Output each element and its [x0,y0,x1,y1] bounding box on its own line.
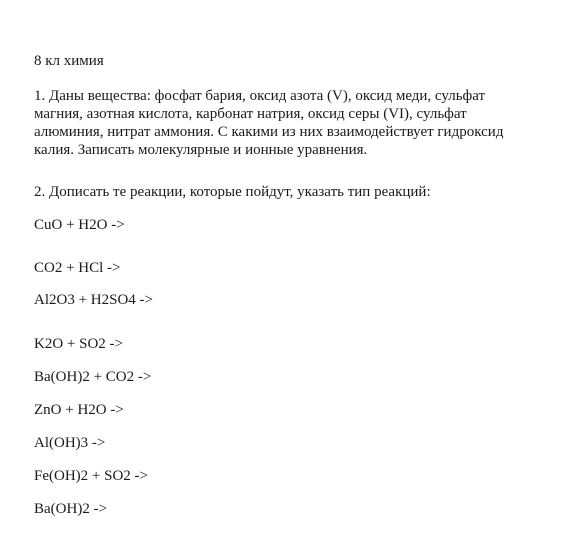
reaction-line: CuO + H2O -> [34,217,125,233]
reaction-line: ZnO + H2O -> [34,402,124,418]
reaction-line: Ba(OH)2 + CO2 -> [34,369,152,385]
task-1-line: калия. Записать молекулярные и ионные уравнения. [34,142,368,158]
task-1-line: 1. Даны вещества: фосфат бария, оксид азота (V), оксид меди, сульфат [34,88,486,104]
reaction-line: Al2O3 + H2SO4 -> [34,292,154,308]
reaction-line: Fe(OH)2 + SO2 -> [34,468,148,484]
reaction-line: Al(OH)3 -> [34,435,106,451]
reaction-line: Ba(OH)2 -> [34,501,108,517]
reaction-line: CO2 + HCl -> [34,260,121,276]
task-1-line: магния, азотная кислота, карбонат натрия, оксид серы (VI), сульфат [34,106,467,122]
reaction-line: K2O + SO2 -> [34,336,124,352]
task-1-line: алюминия, нитрат аммония. С какими из них взаимодействует гидроксид [34,124,504,140]
task-2-heading: 2. Дописать те реакции, которые пойдут, указать тип реакций: [34,184,431,200]
document-title: 8 кл химия [34,53,104,69]
